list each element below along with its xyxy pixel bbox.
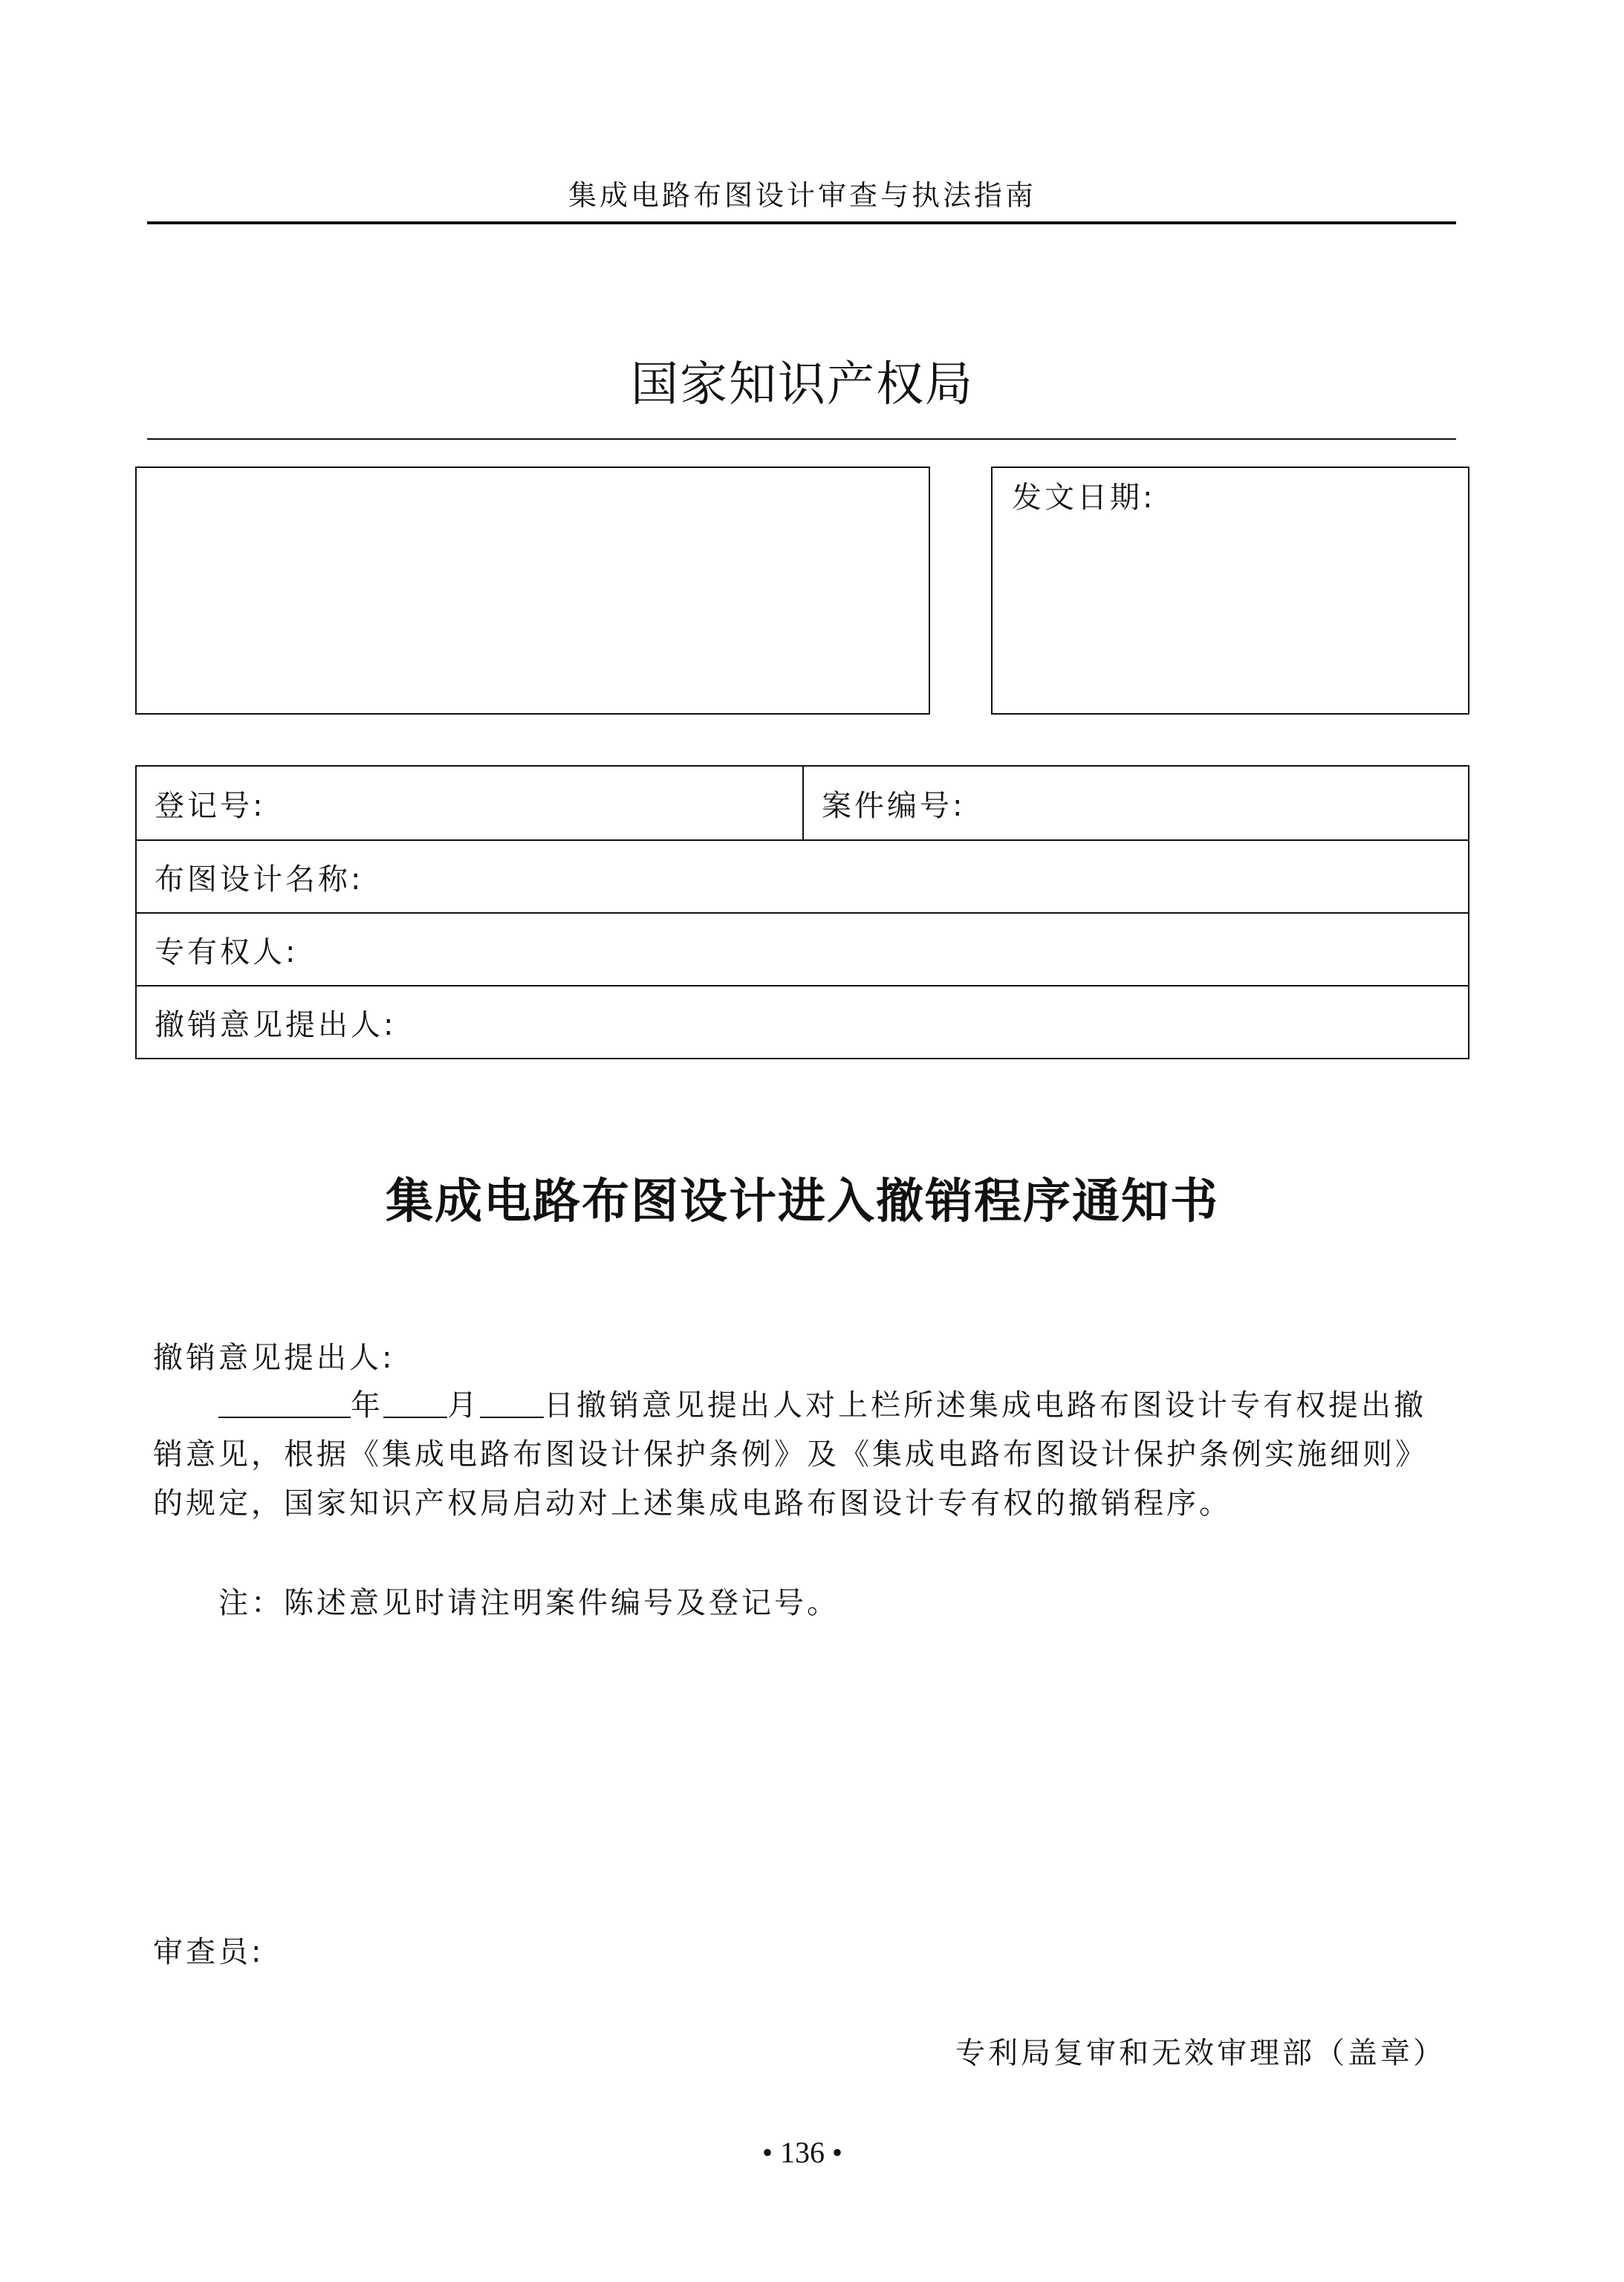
notice-line-1-text: 日撤销意见提出人对上栏所述集成电路布图设计专有权提出撤 bbox=[544, 1388, 1426, 1423]
registration-number-field: 登记号: bbox=[155, 788, 266, 823]
right-holder-field: 专有权人: bbox=[155, 934, 299, 969]
notice-paragraph-line-1 bbox=[218, 1379, 1426, 1432]
case-number-field: 案件编号: bbox=[802, 767, 1468, 839]
case-info-table bbox=[135, 765, 1469, 1059]
running-header: 集成电路布图设计审查与执法指南 bbox=[568, 179, 1036, 212]
design-name-field: 布图设计名称: bbox=[155, 862, 364, 897]
office-title: 国家知识产权局 bbox=[631, 357, 974, 412]
addressee-label: 撤销意见提出人: bbox=[153, 1341, 395, 1375]
address-box bbox=[135, 467, 930, 715]
issuing-department-seal: 专利局复审和无效审理部（盖章） bbox=[955, 2036, 1446, 2070]
table-row bbox=[137, 767, 1468, 839]
notice-title: 集成电路布图设计进入撤销程序通知书 bbox=[386, 1174, 1219, 1229]
table-row bbox=[137, 839, 1468, 912]
year-label: 年 bbox=[351, 1388, 383, 1423]
office-rule bbox=[147, 438, 1456, 440]
issue-date-label: 发文日期: bbox=[1012, 481, 1156, 515]
notice-paragraph-line-3: 的规定，国家知识产权局启动对上述集成电路布图设计专有权的撤销程序。 bbox=[153, 1486, 1232, 1521]
month-blank bbox=[383, 1387, 447, 1418]
page-number: • 136 • bbox=[761, 2136, 842, 2169]
table-row bbox=[137, 912, 1468, 985]
day-blank bbox=[480, 1387, 544, 1418]
issue-date-box bbox=[991, 467, 1469, 715]
month-label: 月 bbox=[447, 1388, 480, 1423]
header-rule bbox=[147, 221, 1456, 224]
year-blank bbox=[218, 1387, 351, 1418]
examiner-label: 审查员: bbox=[153, 1935, 264, 1969]
revocation-proposer-field: 撤销意见提出人: bbox=[155, 1007, 397, 1042]
notice-paragraph-line-2: 销意见，根据《集成电路布图设计保护条例》及《集成电路布图设计保护条例实施细则》 bbox=[153, 1437, 1428, 1472]
table-row bbox=[137, 985, 1468, 1058]
notice-note: 注：陈述意见时请注明案件编号及登记号。 bbox=[218, 1586, 839, 1620]
